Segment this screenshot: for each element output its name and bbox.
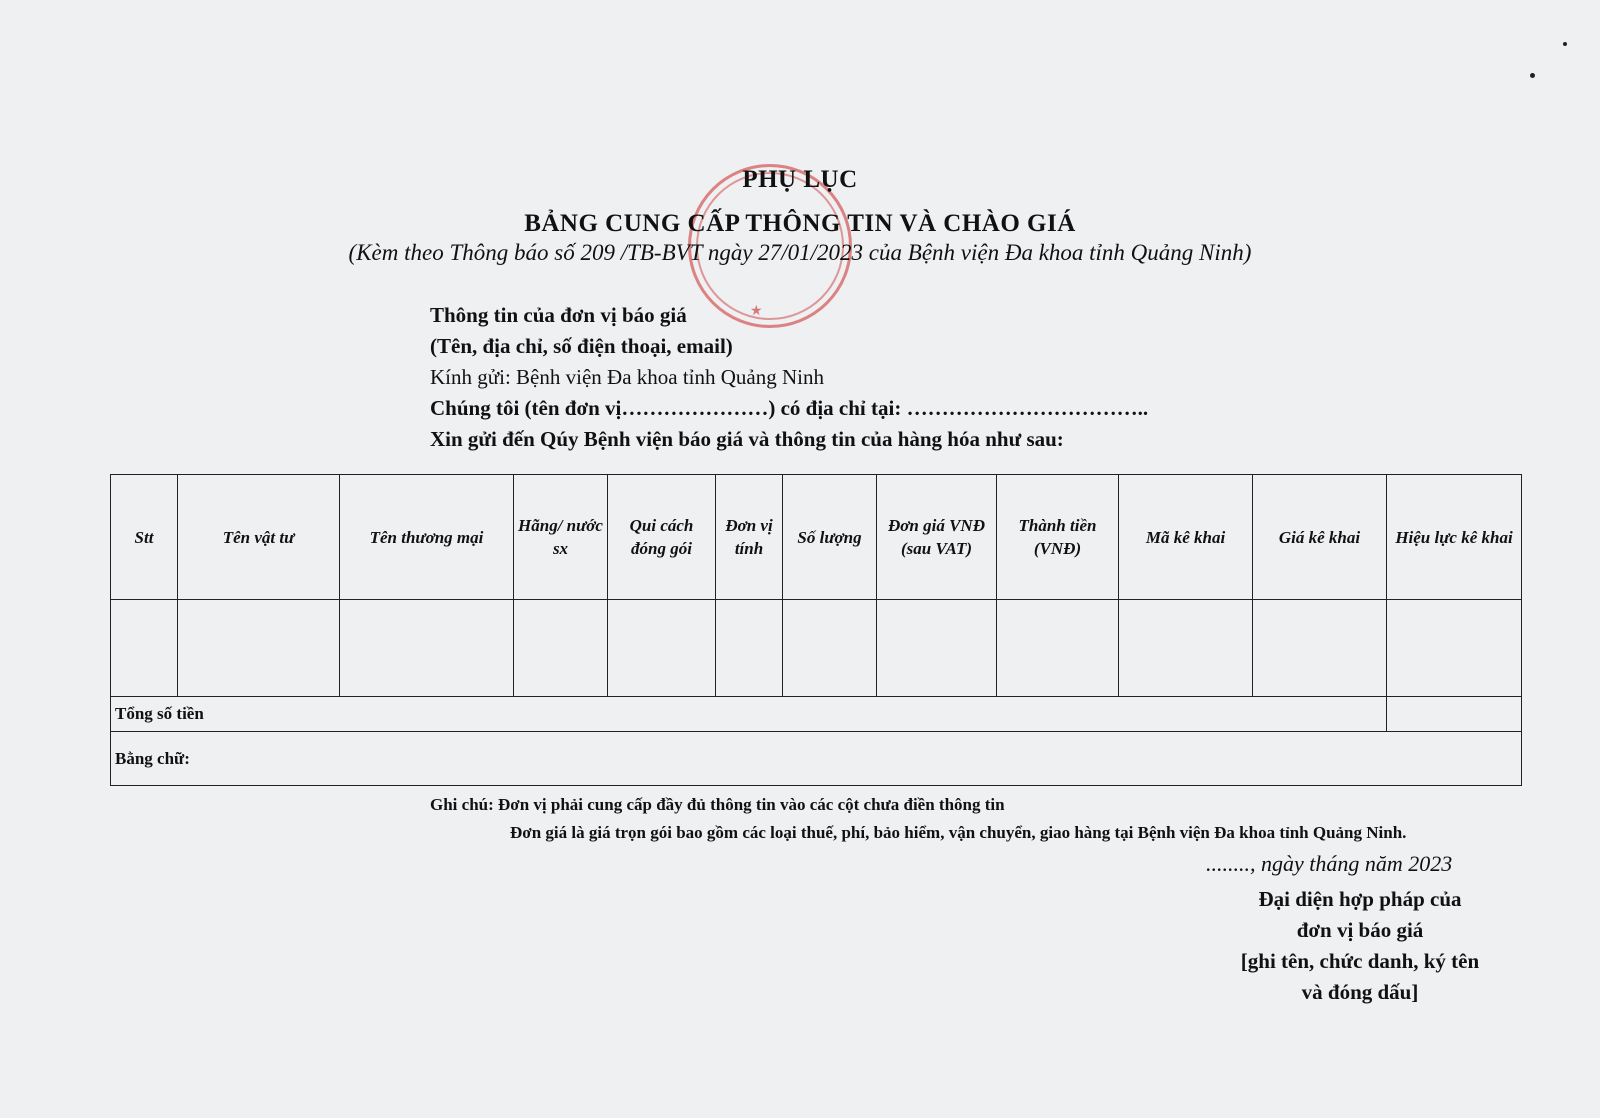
column-header: Qui cách đóng gói: [608, 475, 716, 600]
info-line-1: Thông tin của đơn vị báo giá: [430, 303, 687, 327]
document-subtitle: BẢNG CUNG CẤP THÔNG TIN VÀ CHÀO GIÁ: [524, 210, 1076, 237]
signature-date: ........, ngày tháng năm 2023: [1206, 851, 1453, 876]
signature-line-2: đơn vị báo giá: [1296, 918, 1424, 942]
table-header-row: [111, 475, 1522, 600]
info-line-2: (Tên, địa chỉ, số điện thoại, email): [430, 334, 733, 358]
column-header: Số lượng: [783, 475, 877, 600]
table-cell: [877, 600, 997, 697]
info-line-3: Kính gửi: Bệnh viện Đa khoa tỉnh Quảng Ninh: [430, 365, 824, 389]
signature-line-4: và đóng dấu]: [1301, 980, 1419, 1004]
note-line-2: Đơn giá là giá trọn gói bao gồm các loại thuế, phí, bảo hiểm, vận chuyển, giao hàng tại Bệnh viện Đa khoa tỉnh Quảng Ninh.: [510, 823, 1407, 842]
total-value-cell: [1387, 696, 1522, 732]
info-line-5: Xin gửi đến Qúy Bệnh viện báo giá và thông tin của hàng hóa như sau:: [430, 427, 1064, 451]
note-line-1: Ghi chú: Đơn vị phải cung cấp đầy đủ thông tin vào các cột chưa điền thông tin: [430, 795, 1005, 814]
document-title: PHỤ LỤC: [742, 166, 858, 193]
column-header: Đơn giá VNĐ (sau VAT): [877, 475, 997, 600]
table-cell: [716, 600, 783, 697]
scan-speck: [1563, 42, 1567, 46]
table-cell: [178, 600, 340, 697]
column-header: Mã kê khai: [1119, 475, 1253, 600]
table-cell: [783, 600, 877, 697]
column-header: Giá kê khai: [1253, 475, 1387, 600]
column-header: Thành tiền (VNĐ): [997, 475, 1119, 600]
column-header: Hiệu lực kê khai: [1387, 475, 1522, 600]
table-cell: [1387, 600, 1522, 697]
table-cell: [340, 600, 514, 697]
column-header: Tên vật tư: [178, 475, 340, 600]
scan-speck: [1530, 73, 1535, 78]
column-header: Stt: [111, 475, 178, 600]
total-label: Tổng số tiền: [111, 696, 1387, 732]
signature-block: [1200, 884, 1520, 1008]
table-cell: [1253, 600, 1387, 697]
quote-info-block: [430, 300, 1148, 455]
table-cell: [111, 600, 178, 697]
column-header: Hãng/ nước sx: [514, 475, 608, 600]
table-cell: [514, 600, 608, 697]
table-row: [111, 600, 1522, 697]
total-row: [111, 696, 1522, 732]
quote-table: [110, 474, 1522, 786]
amount-in-words-label: Bằng chữ:: [111, 732, 1522, 786]
table-cell: [608, 600, 716, 697]
column-header: Tên thương mại: [340, 475, 514, 600]
reference-line: (Kèm theo Thông báo số 209 /TB-BVT ngày 27/01/2023 của Bệnh viện Đa khoa tỉnh Quảng Ninh): [348, 240, 1252, 265]
signature-line-3: [ghi tên, chức danh, ký tên: [1240, 949, 1480, 973]
info-line-4: Chúng tôi (tên đơn vị…………………) có địa chỉ tại: ……………………………..: [430, 396, 1149, 420]
column-header: Đơn vị tính: [716, 475, 783, 600]
table-cell: [997, 600, 1119, 697]
amount-in-words-row: [111, 732, 1522, 786]
seal-star-icon: ★: [750, 304, 763, 319]
table-cell: [1119, 600, 1253, 697]
signature-line-1: Đại diện hợp pháp của: [1258, 887, 1462, 911]
